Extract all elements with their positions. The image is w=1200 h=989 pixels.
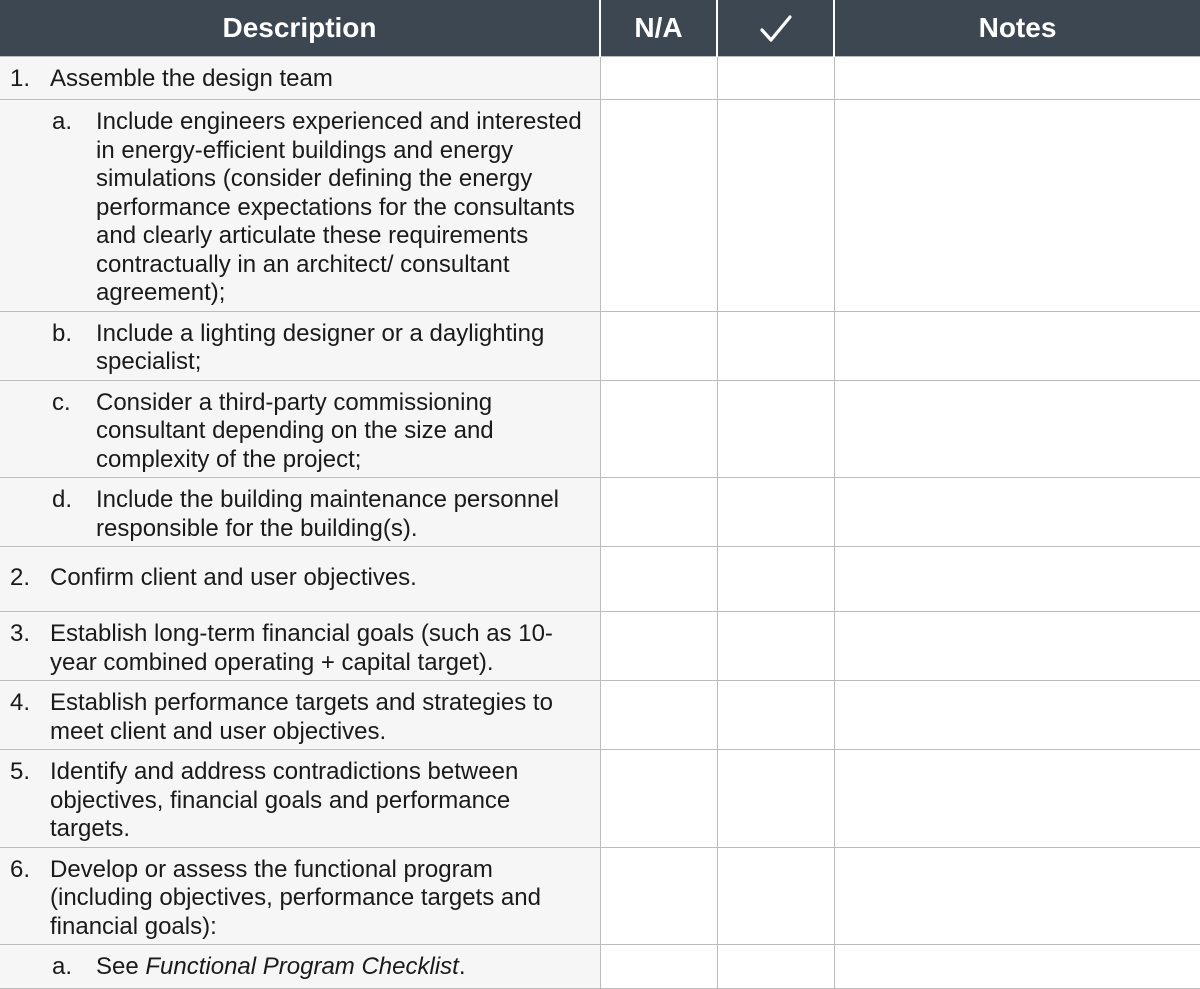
- description-cell: [0, 311, 600, 380]
- description-cell: [0, 547, 600, 612]
- table-row: [0, 945, 1200, 989]
- item-text: Identify and address contradictions between objectives, financial goals and performance targets.: [50, 758, 519, 842]
- description-cell: [0, 100, 600, 312]
- table-row: [0, 478, 1200, 547]
- item-number: 3.: [10, 620, 31, 647]
- list-item: [0, 312, 600, 380]
- list-item: [0, 681, 600, 749]
- item-text: Develop or assess the functional program (including objectives, performance targets and financial goals):: [50, 855, 541, 940]
- na-cell[interactable]: [600, 847, 717, 945]
- description-cell: [0, 478, 600, 547]
- item-number: 1.: [10, 65, 31, 92]
- description-cell: [0, 612, 600, 681]
- check-cell[interactable]: [717, 57, 834, 100]
- item-text: [96, 953, 592, 982]
- description-cell: [0, 847, 600, 945]
- table-row: [0, 380, 1200, 478]
- na-cell[interactable]: [600, 478, 717, 547]
- table-row: [0, 311, 1200, 380]
- check-cell[interactable]: [717, 100, 834, 312]
- list-item: [0, 57, 600, 97]
- check-cell[interactable]: [717, 945, 834, 989]
- item-letter: c.: [52, 388, 71, 416]
- item-text: Include engineers experienced and interested in energy-efficient buildings and energy simulations (consider defining the energy performance expectations for the consultants and clearly articulate these requirements contractually in an architect/ consultant agreement);: [96, 108, 582, 306]
- notes-cell[interactable]: [834, 681, 1200, 750]
- check-cell[interactable]: [717, 547, 834, 612]
- na-cell[interactable]: [600, 311, 717, 380]
- checklist-reference: Functional Program Checklist: [145, 952, 459, 980]
- notes-cell[interactable]: [834, 380, 1200, 478]
- item-text-suffix: .: [458, 952, 466, 980]
- description-cell: [0, 945, 600, 989]
- notes-cell[interactable]: [834, 311, 1200, 380]
- check-cell[interactable]: [717, 311, 834, 380]
- item-text: Assemble the design team: [50, 65, 333, 92]
- table-row: [0, 681, 1200, 750]
- notes-cell[interactable]: [834, 100, 1200, 312]
- item-number: 5.: [10, 758, 31, 785]
- check-cell[interactable]: [717, 380, 834, 478]
- item-text: Consider a third-party commissioning consultant depending on the size and complexity of the project;: [96, 388, 494, 473]
- item-letter: a.: [52, 952, 73, 980]
- item-text: Include a lighting designer or a daylighting specialist;: [96, 319, 545, 375]
- notes-cell[interactable]: [834, 945, 1200, 989]
- list-item: [0, 100, 600, 311]
- item-text: Confirm client and user objectives.: [50, 564, 417, 592]
- check-cell[interactable]: [717, 750, 834, 848]
- description-cell: [0, 57, 600, 100]
- notes-cell[interactable]: [834, 750, 1200, 848]
- item-letter: b.: [52, 319, 73, 347]
- notes-cell[interactable]: [834, 547, 1200, 612]
- list-item: [0, 750, 600, 847]
- header-check: [717, 0, 834, 57]
- check-cell[interactable]: [717, 847, 834, 945]
- notes-cell[interactable]: [834, 57, 1200, 100]
- header-description: Description: [0, 0, 600, 57]
- table-row: [0, 57, 1200, 100]
- list-item: [0, 949, 600, 985]
- notes-cell[interactable]: [834, 847, 1200, 945]
- description-cell: [0, 380, 600, 478]
- na-cell[interactable]: [600, 612, 717, 681]
- check-cell[interactable]: [717, 478, 834, 547]
- item-number: 6.: [10, 855, 31, 883]
- na-cell[interactable]: [600, 681, 717, 750]
- na-cell[interactable]: [600, 57, 717, 100]
- list-item: [0, 562, 600, 596]
- item-number: 2.: [10, 564, 31, 592]
- list-item: [0, 848, 600, 945]
- table-header: [0, 0, 1200, 57]
- list-item: [0, 381, 600, 478]
- table-row: [0, 847, 1200, 945]
- header-na: N/A: [600, 0, 717, 57]
- notes-cell[interactable]: [834, 478, 1200, 547]
- na-cell[interactable]: [600, 100, 717, 312]
- description-cell: [0, 750, 600, 848]
- na-cell[interactable]: [600, 945, 717, 989]
- description-cell: [0, 681, 600, 750]
- check-cell[interactable]: [717, 612, 834, 681]
- table-row: [0, 547, 1200, 612]
- item-letter: d.: [52, 486, 73, 513]
- na-cell[interactable]: [600, 750, 717, 848]
- na-cell[interactable]: [600, 380, 717, 478]
- check-cell[interactable]: [717, 681, 834, 750]
- item-text: Establish performance targets and strategies to meet client and user objectives.: [50, 689, 553, 745]
- item-number: 4.: [10, 689, 31, 716]
- item-text: Include the building maintenance personnel responsible for the building(s).: [96, 486, 559, 542]
- table-row: [0, 100, 1200, 312]
- header-notes: Notes: [834, 0, 1200, 57]
- na-cell[interactable]: [600, 547, 717, 612]
- list-item: [0, 478, 600, 546]
- item-letter: a.: [52, 108, 73, 135]
- table-row: [0, 750, 1200, 848]
- notes-cell[interactable]: [834, 612, 1200, 681]
- list-item: [0, 612, 600, 680]
- item-text: Establish long-term financial goals (such as 10-year combined operating + capital target).: [50, 620, 553, 676]
- item-text-prefix: See: [96, 952, 146, 980]
- checkmark-icon: [759, 14, 793, 44]
- table-row: [0, 612, 1200, 681]
